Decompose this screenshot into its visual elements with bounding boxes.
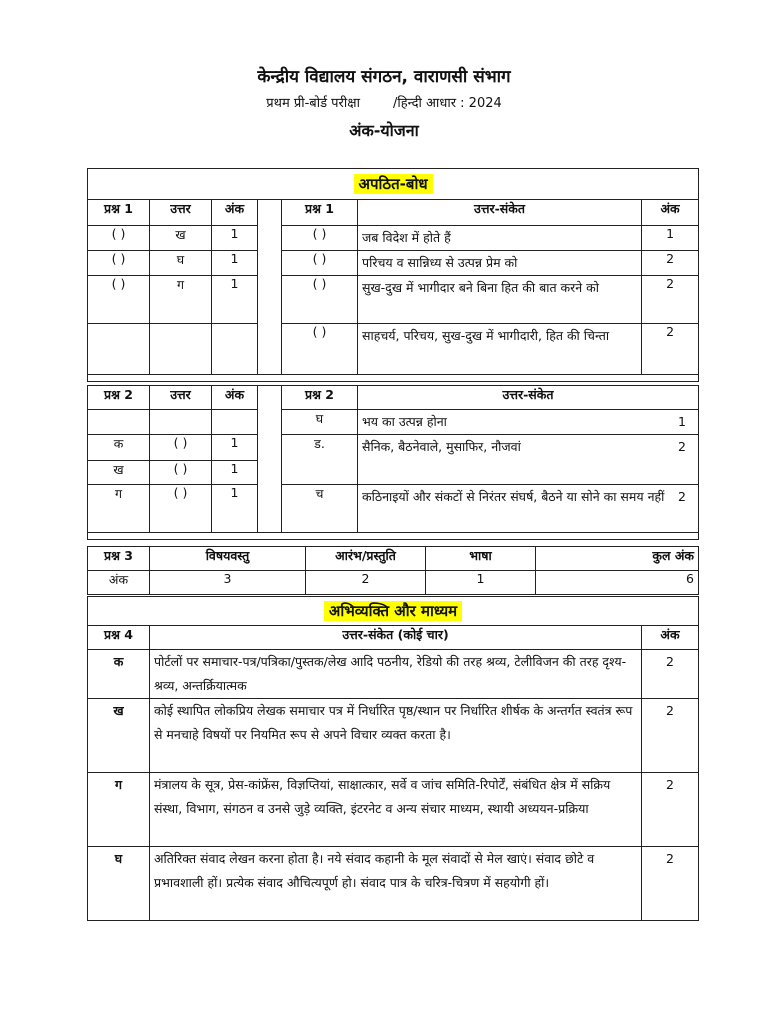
section4-table — [87, 596, 699, 921]
s3-header-content: विषयवस्तु — [150, 547, 306, 571]
s3-header-total: कुल अंक — [536, 547, 699, 571]
s4-header-hint: उत्तर-संकेत (कोई चार) — [150, 626, 642, 650]
s2-spacer — [258, 386, 282, 533]
s2-q-cell — [88, 410, 150, 435]
s2-hint-text: सैनिक, बैठनेवाले, मुसाफिर, नौजवां — [362, 439, 521, 454]
section1-title-cell — [88, 169, 699, 200]
s2-q-cell: ग — [88, 485, 150, 533]
s4-marks-cell: 2 — [642, 847, 699, 921]
s2-hint-marks: 1 — [678, 414, 686, 429]
marking-scheme-heading: अंक-योजना — [349, 121, 419, 140]
section1-title: अपठित-बोध — [354, 174, 433, 194]
table-row — [88, 485, 699, 533]
s2-header-answer: उत्तर — [150, 386, 212, 410]
s3-intro-cell: 2 — [306, 571, 426, 595]
s2-q2-cell: च — [282, 485, 358, 533]
s4-marks-cell: 2 — [642, 699, 699, 773]
s4-hint-cell: मंत्रालय के सूत्र, प्रेस-कांफ्रेंस, विज्ञप्तियां, साक्षात्कार, सर्वे व जांच समिति-रिपोर्टें, संबंधित क्षेत्र में सक्रिय संस्था, विभाग, संगठन व उनसे जुड़े व्यक्ति, इंटरनेट व अन्य संचार माध्यम, स्थायी अध्ययन-प्रक्रिया — [150, 773, 642, 847]
exam-subtitle: प्रथम प्री-बोर्ड परीक्षा /हिन्दी आधार : 2024 — [266, 96, 502, 111]
s1-ans-cell: ग — [150, 276, 212, 324]
s2-ans-cell: ( ) — [150, 461, 212, 485]
s4-marks-cell: 2 — [642, 650, 699, 699]
s2-marks-cell: 1 — [212, 485, 258, 533]
s3-header-language: भाषा — [426, 547, 536, 571]
s2-gap-row — [88, 533, 699, 540]
s4-header-question: प्रश्न 4 — [88, 626, 150, 650]
s1-q2-cell: ( ) — [282, 226, 358, 251]
s1-header-marks: अंक — [212, 200, 258, 226]
s1-q-cell: ( ) — [88, 226, 150, 251]
s1-spacer — [258, 200, 282, 375]
s1-q2-cell: ( ) — [282, 276, 358, 324]
s1-marks2-cell: 2 — [642, 324, 699, 375]
s2-q-cell: क — [88, 435, 150, 461]
s4-q-cell: ग — [88, 773, 150, 847]
document-title: केन्द्रीय विद्यालय संगठन, वाराणसी संभाग — [257, 67, 511, 87]
s4-hint-cell: अतिरिक्त संवाद लेखन करना होता है। नये संवाद कहानी के मूल संवादों से मेल खाएं। संवाद छोटे व प्रभावशाली हों। प्रत्येक संवाद औचित्यपूर्ण हो। संवाद पात्र के चरित्र-चित्रण में सहयोगी हों। — [150, 847, 642, 921]
s2-hint-cell — [358, 410, 699, 435]
s1-marks2-cell: 1 — [642, 226, 699, 251]
section2-table — [87, 385, 699, 540]
table-row — [88, 435, 699, 461]
s2-q2-cell: घ — [282, 410, 358, 435]
s2-hint-cell — [358, 485, 699, 533]
s4-q-cell: क — [88, 650, 150, 699]
s2-q-cell: ख — [88, 461, 150, 485]
table-row — [88, 699, 699, 773]
s1-q-cell — [88, 324, 150, 375]
s1-ans-cell: घ — [150, 251, 212, 276]
s2-hint-marks: 2 — [678, 489, 686, 504]
s1-marks-cell: 1 — [212, 276, 258, 324]
s1-q2-cell: ( ) — [282, 251, 358, 276]
table-row — [88, 571, 699, 595]
s4-hint-cell: पोर्टलों पर समाचार-पत्र/पत्रिका/पुस्तक/लेख आदि पठनीय, रेडियो की तरह श्रव्य, टेलीविजन की तरह दृश्य-श्रव्य, अन्तर्क्रियात्मक — [150, 650, 642, 699]
s2-hint-text: भय का उत्पन्न होना — [362, 414, 447, 429]
s2-hint-marks: 2 — [678, 439, 686, 454]
s4-q-cell: घ — [88, 847, 150, 921]
s4-q-cell: ख — [88, 699, 150, 773]
s1-header-question2: प्रश्न 1 — [282, 200, 358, 226]
s1-marks-cell: 1 — [212, 226, 258, 251]
table-row — [88, 251, 699, 276]
s2-header-question: प्रश्न 2 — [88, 386, 150, 410]
section3-table — [87, 546, 699, 595]
s2-marks-cell: 1 — [212, 435, 258, 461]
s3-header-question: प्रश्न 3 — [88, 547, 150, 571]
s3-content-cell: 3 — [150, 571, 306, 595]
table-row — [88, 324, 699, 375]
section4-title-cell — [88, 597, 699, 626]
s2-marks-cell: 1 — [212, 461, 258, 485]
s1-marks2-cell: 2 — [642, 251, 699, 276]
s1-q-cell: ( ) — [88, 251, 150, 276]
s2-ans-cell: ( ) — [150, 435, 212, 461]
s4-marks-cell: 2 — [642, 773, 699, 847]
s1-gap-row — [88, 375, 699, 382]
s2-header-question2: प्रश्न 2 — [282, 386, 358, 410]
s1-marks-cell: 1 — [212, 251, 258, 276]
s4-header-marks: अंक — [642, 626, 699, 650]
s2-q2-cell: ड. — [282, 435, 358, 485]
table-row — [88, 226, 699, 251]
s1-hint-cell: जब विदेश में होते हैं — [358, 226, 642, 251]
s1-hint-cell: परिचय व सान्निध्य से उत्पन्न प्रेम को — [358, 251, 642, 276]
s1-hint-cell: साहचर्य, परिचय, सुख-दुख में भागीदारी, हित की चिन्ता — [358, 324, 642, 375]
s3-label-cell: अंक — [88, 571, 150, 595]
s1-ans-cell: ख — [150, 226, 212, 251]
s3-header-intro: आरंभ/प्रस्तुति — [306, 547, 426, 571]
s1-header-marks2: अंक — [642, 200, 699, 226]
table-row — [88, 847, 699, 921]
table-row — [88, 773, 699, 847]
s1-hint-cell: सुख-दुख में भागीदार बने बिना हित की बात करने को — [358, 276, 642, 324]
s2-hint-cell — [358, 435, 699, 485]
section4-title: अभिव्यक्ति और माध्यम — [324, 601, 462, 621]
table-row — [88, 410, 699, 435]
s1-q-cell: ( ) — [88, 276, 150, 324]
s1-header-hint: उत्तर-संकेत — [358, 200, 642, 226]
s2-header-hint: उत्तर-संकेत — [358, 386, 699, 410]
s3-language-cell: 1 — [426, 571, 536, 595]
s1-header-answer: उत्तर — [150, 200, 212, 226]
s2-hint-text: कठिनाइयों और संकटों से निरंतर संघर्ष, बैठने या सोने का समय नहीं — [362, 489, 665, 504]
s3-total-cell: 6 — [536, 571, 699, 595]
section1-table — [87, 168, 699, 382]
s2-marks-cell — [212, 410, 258, 435]
s4-hint-cell: कोई स्थापित लोकप्रिय लेखक समाचार पत्र में निर्धारित पृष्ठ/स्थान पर निर्धारित शीर्षक के अन्तर्गत स्वतंत्र रूप से मनचाहे विषयों पर नियमित रूप से अपने विचार व्यक्त करता है। — [150, 699, 642, 773]
table-row — [88, 276, 699, 324]
s1-header-question: प्रश्न 1 — [88, 200, 150, 226]
s1-marks2-cell: 2 — [642, 276, 699, 324]
s2-ans-cell: ( ) — [150, 485, 212, 533]
s1-marks-cell — [212, 324, 258, 375]
table-row — [88, 650, 699, 699]
s2-ans-cell — [150, 410, 212, 435]
s1-ans-cell — [150, 324, 212, 375]
s1-q2-cell: ( ) — [282, 324, 358, 375]
s2-header-marks: अंक — [212, 386, 258, 410]
